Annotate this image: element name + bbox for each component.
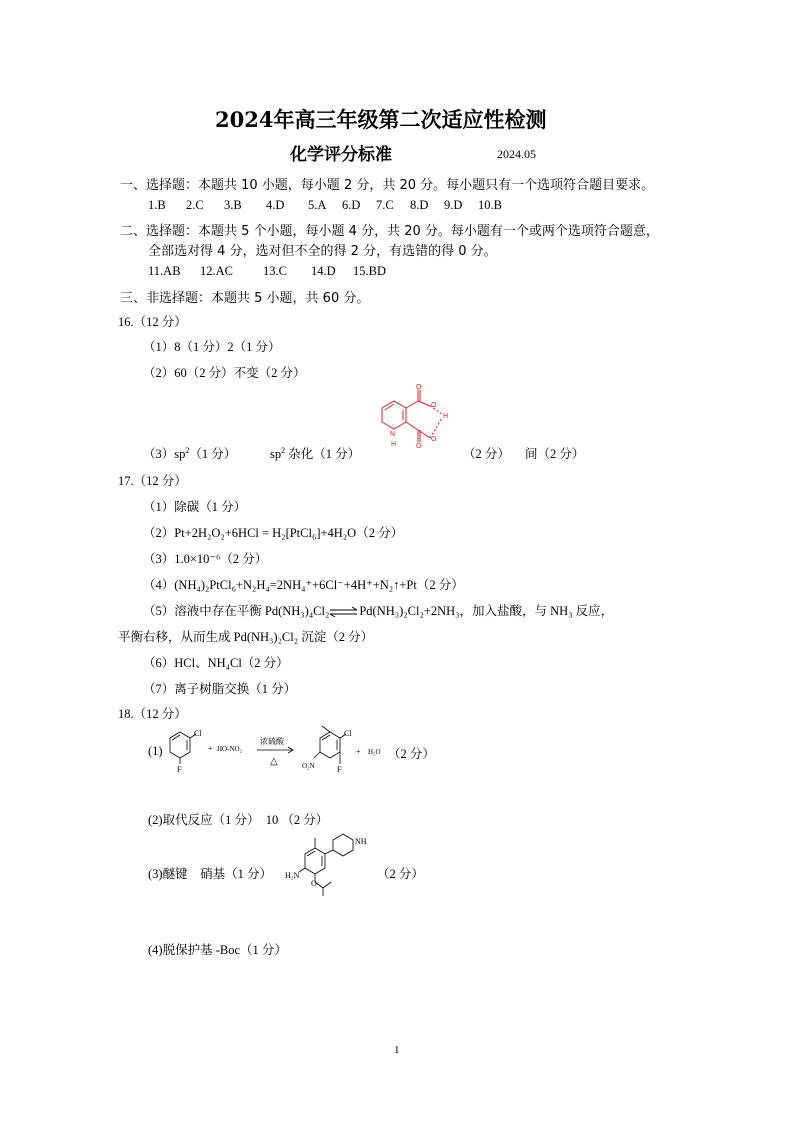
answer: 12.AC	[200, 264, 233, 278]
q18-label-f1: F	[177, 765, 182, 774]
q16-part3-meta: 间（2 分）	[525, 447, 585, 461]
q18-label-o: O	[311, 879, 317, 888]
q17-part1: （1）除碳（1 分）	[143, 500, 247, 514]
q16-label-o3b: O	[431, 436, 437, 443]
q17-header: 17.（12 分）	[118, 474, 187, 488]
q17-part6: （6）HCl、NH₄Cl（2 分）	[143, 656, 289, 670]
q18-part1-label: (1)	[148, 744, 163, 758]
section2-answers	[148, 264, 386, 279]
answer: 10.B	[478, 198, 502, 212]
page-number: 1	[394, 1044, 400, 1056]
q18-part1-score: （2 分）	[388, 747, 435, 761]
q18-label-h2n: H₂N	[285, 871, 300, 880]
q16-label-o2: O	[431, 402, 437, 409]
q17-part3: （3）1.0×10⁻⁶（2 分）	[143, 552, 268, 566]
q18-label-cl2: Cl	[344, 729, 352, 738]
q17-part5-b: Pd(NH₃)₂Cl₂+2NH₃，加入盐酸，与 NH₃ 反应，	[359, 604, 614, 618]
q18-condition: 浓硫酸	[260, 737, 284, 746]
q16-part2: （2）60（2 分）不变（2 分）	[143, 366, 306, 380]
q18-reagent: HO-NO₂	[217, 745, 242, 753]
page-title: 2024年高三年级第二次适应性检测	[215, 107, 547, 132]
date: 2024.05	[497, 147, 536, 161]
q16-part3-score1: （1 分）	[189, 447, 237, 461]
q16-part1: （1）8（1 分）2（1 分）	[143, 340, 281, 354]
q18-part3-score: （2 分）	[377, 867, 424, 881]
equilibrium-arrow-icon	[329, 607, 359, 617]
answer: 1.B	[148, 198, 166, 212]
answer: 15.BD	[353, 264, 386, 278]
answer: 8.D	[410, 198, 429, 212]
q18-label-cl1: Cl	[194, 729, 202, 738]
q17-part7: （7）离子树脂交换（1 分）	[143, 682, 297, 696]
answer: 6.D	[342, 198, 361, 212]
q18-label-nh: NH	[355, 837, 367, 846]
answer: 11.AB	[148, 264, 181, 278]
q16-structure	[360, 384, 470, 454]
q18-product-plus: +	[356, 747, 361, 756]
q18-part2: (2)取代反应（1 分） 10 （2 分）	[148, 813, 329, 827]
page-subtitle: 化学评分标准	[290, 145, 392, 165]
q16-part3-sp: （3）sp	[143, 447, 186, 461]
q16-label-o3: O	[416, 443, 422, 450]
answer: 2.C	[186, 198, 204, 212]
section2-heading-line2: 全部选对得 4 分，选对但不全的得 2 分，有选错的得 0 分。	[148, 244, 497, 259]
q18-water: H₂O	[368, 748, 381, 756]
q16-label-h2: H	[391, 441, 397, 448]
q16-part3-sup: 2	[185, 445, 190, 455]
answer: 14.D	[311, 264, 336, 278]
q16-header: 16.（12 分）	[118, 315, 187, 329]
q16-label-o1: O	[416, 384, 422, 391]
q16-part3-sp2: sp	[270, 447, 282, 461]
answer: 13.C	[263, 264, 287, 278]
q17-part2: （2）Pt+2H₂O₂+6HCl = H₂[PtCl₆]+4H₂O（2 分）	[143, 526, 404, 540]
q18-label-o2n: O₂N	[302, 762, 315, 770]
q18-part3-structure	[285, 832, 375, 902]
q16-label-n: N	[390, 431, 396, 438]
q16-part3	[143, 444, 236, 462]
section1-heading: 一、选择题：本题共 10 小题，每小题 2 分，共 20 分。每小题只有一个选项符合题目要求。	[120, 178, 655, 193]
q17-part5-line2: 平衡右移，从而生成 Pd(NH₃)₂Cl₂ 沉淀（2 分）	[118, 630, 374, 644]
section2-heading-line1: 二、选择题：本题共 5 个小题，每小题 4 分，共 20 分。每小题有一个或两个选项符合题意，	[120, 224, 659, 239]
q18-header: 18.（12 分）	[118, 707, 187, 721]
section1-answers	[148, 198, 502, 213]
q17-part4: （4）(NH₄)₂PtCl₆+N₂H₄=2NH₄⁺+6Cl⁻+4H⁺+N₂↑+Pt（2 分）	[143, 578, 464, 592]
q18-part4: (4)脱保护基 -Boc（1 分）	[148, 943, 287, 957]
q17-part5	[143, 601, 613, 619]
section3-heading: 三、非选择题：本题共 5 小题，共 60 分。	[120, 291, 370, 306]
heat-icon: △	[270, 756, 278, 767]
q16-part3-sup2: 2	[281, 445, 286, 455]
q16-label-h1: H	[443, 413, 449, 420]
q18-part3-text: (3)醚键 硝基（1 分）	[148, 867, 272, 881]
q18-part3-bonds	[299, 834, 353, 896]
q16-part3-hybrid	[270, 444, 360, 462]
answer: 5.A	[308, 198, 327, 212]
answer: 3.B	[224, 198, 242, 212]
q17-part5-a: （5）溶液中存在平衡 Pd(NH₃)₄Cl₂	[143, 604, 330, 618]
q16-part3-score2: 杂化（1 分）	[285, 447, 361, 461]
q18-plus: +	[208, 744, 213, 753]
answer: 7.C	[376, 198, 394, 212]
answer: 4.D	[266, 198, 285, 212]
q18-label-f2: F	[337, 765, 342, 774]
answer: 9.D	[444, 198, 463, 212]
q16-part3-struct-score: （2 分）	[463, 447, 510, 461]
